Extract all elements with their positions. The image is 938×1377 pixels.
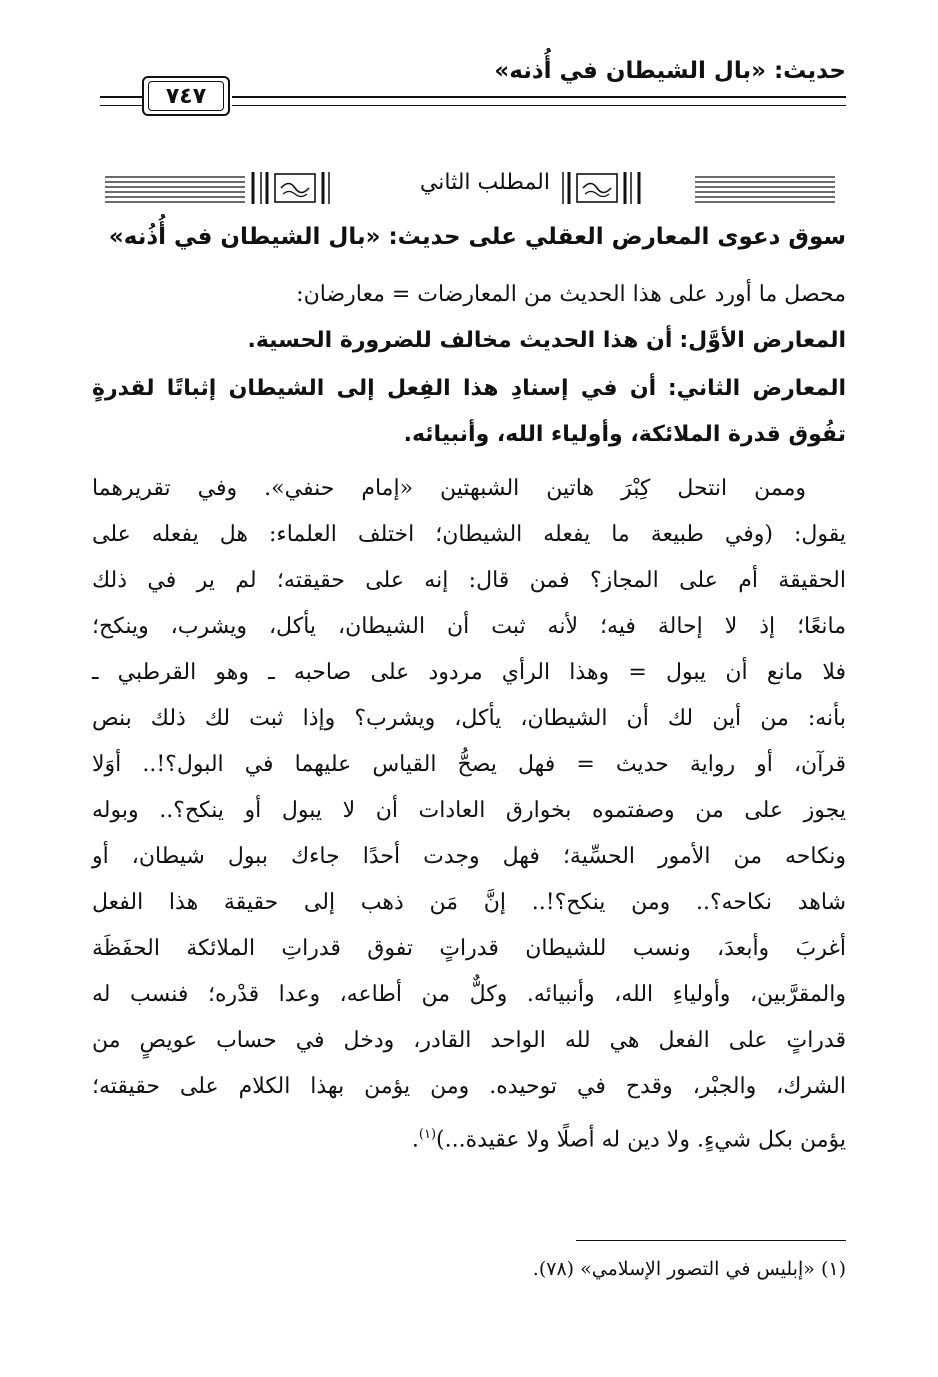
body-line: أغربَ وأبعدَ، ونسب للشيطان قدراتٍ تفوق قدراتِ الملائكة الحفَظَة [92,936,846,961]
objection-1 [92,320,846,362]
header-rule [232,96,846,106]
body-line: قدراتٍ على الفعل هي لله الواحد القادر، ودخل في حساب عويصٍ من [92,1028,846,1053]
body-line: والمقرَّبين، وأولياءِ الله، وأنبيائه. وكلٌّ من أطاعه، وعدا قدْره؛ فنسب له [92,982,846,1007]
page-number-frame [142,76,230,116]
body-line: الشرك، والجبْر، وقدح في توحيده. ومن يؤمن بهذا الكلام على حقيقته؛ [92,1074,846,1099]
subtitle: سوق دعوى المعارض العقلي على حديث: «بال الشيطان في أُذُنه» [108,224,846,250]
objection-2-line-2 [92,414,846,456]
footnote-text: «إبليس في التصور الإسلامي» (٧٨). [532,1258,815,1280]
objection-2-text-2: تفُوق قدرة الملائكة، وأولياء الله، وأنبيائه. [403,422,846,447]
footnote [533,1258,846,1280]
objection-2-text-1: أن في إسنادِ هذا الفِعل إلى الشيطان إثباتًا لقدرةٍ [92,376,657,401]
objection-1-label: المعارض الأوَّل: [679,328,846,353]
objection-1-text: أن هذا الحديث مخالف للضرورة الحسية. [247,328,673,353]
body-line: فلا مانع أن يبول = وهذا الرأي مردود على صاحبه ـ وهو القرطبي ـ [92,660,846,685]
footnote-number: (١) [820,1258,846,1280]
body-line: وممن انتحل كِبْرَ هاتين الشبهتين «إمام حنفي». وفي تقريرهما [92,476,806,501]
header-rule-left [100,96,142,106]
body-last-line-text: يؤمن بكل شيءٍ. ولا دين له أصلًا ولا عقيدة...) [436,1127,846,1153]
body-line: مانعًا؛ إذ لا إحالة فيه؛ لأنه ثبت أن الشيطان، يأكل، ويشرب، وينكح؛ [92,614,846,639]
intro-line [92,274,846,316]
body-line: شاهد نكاحه؟.. ومن ينكح؟!.. إنَّ مَن ذهب إلى حقيقة هذا الفعل [92,890,846,915]
body-line: ونكاحه من الأمور الحسِّية؛ فهل وجدت أحدًا جاءك ببول شيطان، أو [92,844,846,869]
intro-text: محصل ما أورد على هذا الحديث من المعارضات = معارضان: [296,282,846,307]
page-number: ٧٤٧ [148,81,224,111]
body-line: بأنه: من أين لك أن الشيطان، يأكل، ويشرب؟ وإذا ثبت لك ذلك بنص [92,706,846,731]
body-last-line-end: . [411,1127,419,1153]
footnote-reference: (١) [418,1127,437,1142]
body-line: يجوز على من وصفتموه بخوارق العادات أن لا يبول أو ينكح؟.. وبوله [92,798,846,823]
section-title: المطلب الثاني [419,170,550,195]
body-line: يقول: (وفي طبيعة ما يفعله الشيطان؛ اختلف العلماء: هل يفعله على [92,522,846,547]
objection-2-label: المعارض الثاني: [667,376,846,401]
body-last-line [92,1114,846,1161]
objection-2-line-1 [92,368,846,410]
running-title: حديث: «بال الشيطان في أُذنه» [494,58,846,84]
body-line: قرآن، أو رواية حديث = فهل يصحُّ القياس عليهما في البول؟!.. أوَلا [92,752,846,777]
footnote-rule [576,1240,846,1241]
body-line: الحقيقة أم على المجاز؟ فمن قال: إنه على حقيقته؛ لم ير في ذلك [92,568,846,593]
